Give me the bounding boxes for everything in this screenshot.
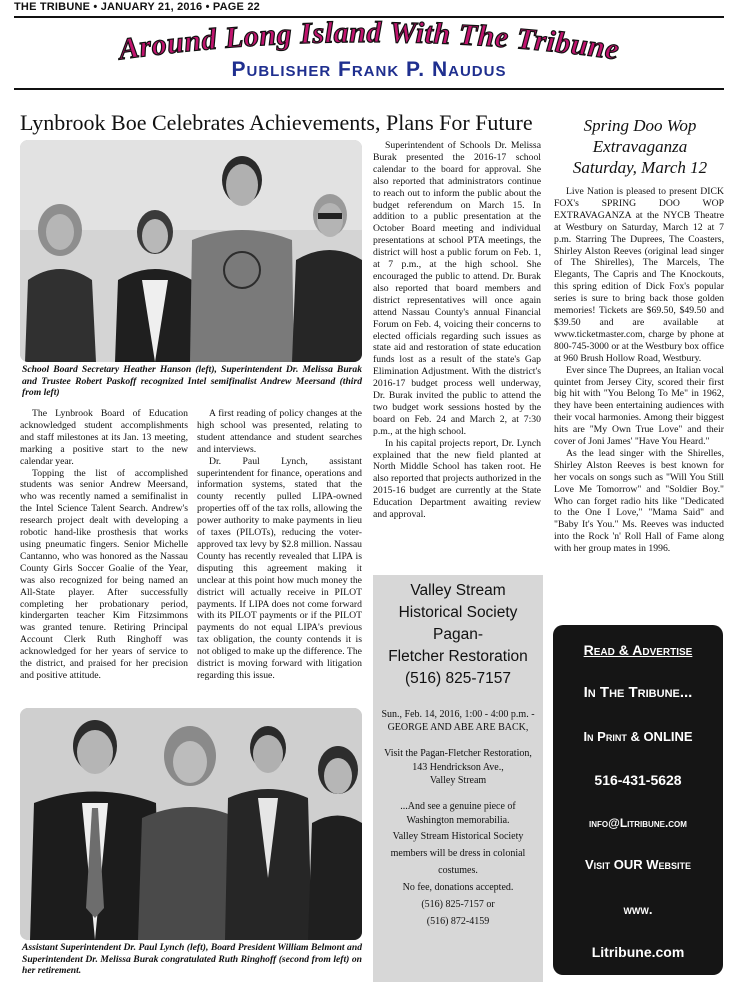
valley-stream-title-line: Valley Stream [410,582,506,599]
photo-intel-semifinalist [20,140,362,362]
page-header-line: THE TRIBUNE • JANUARY 21, 2016 • PAGE 22 [14,1,260,13]
valley-stream-title [373,580,543,690]
ad-email: info@Litribune.com [589,816,687,830]
ad-site-link[interactable]: Litribune.com [591,944,685,960]
ad-print-online: In Print & ONLINE [583,729,693,744]
advertise-box [553,625,723,975]
masthead-title: Around Long Island With The Tribune [116,15,622,67]
doowop-paragraph: Live Nation is pleased to present DICK FOX's SPRING DOO WOP EXTRAVAGANZA at the NYCB Theatre at Westbury on Saturday, March 12 at 7 p.m. Starring The Duprees, The Coasters, Shirley Alston Reeves (original lead singer of The Shirelles), The Marcels, The Elegants, The Capris and The Knockouts, this spring edition of Dick Fox's popular series is sure to bring back those golden memories! Tickets are $69.50, $49.50 and $39.50 and are available at www.ticketmaster.com, charge by phone at 800-745-3000 or at the Westbury box office at 960 Brush Hollow Road, Westbury. [554,186,724,364]
doowop-title-line: Saturday, March 12 [572,158,708,177]
valley-stream-line: (516) 825-7157 or [421,899,495,911]
valley-stream-line: Visit the Pagan-Fletcher Restoration, [384,748,532,760]
valley-stream-line: No fee, donations accepted. [402,882,514,894]
valley-stream-line: ...And see a genuine piece of Washington memorabilia. [400,801,516,827]
photo-retirement [20,708,362,940]
doowop-paragraph: Ever since The Duprees, an Italian vocal quintet from Jersey City, scored their first big hit with "You Belong To Me" in 1962, they have been entertaining audiences with their vocal harmonies. Among their biggest hits are "My Own True Love" and their cover of Joni James' "Have You Heard." [554,364,724,448]
article-paragraph: Dr. Paul Lynch, assistant superintendent for finance, operations and information systems, stated that the county recently pulled LIPA-owned properties off of the tax rolls, allowing the power authority to make payments in lieu of taxes (PILOTs), reducing the voter-approved tax levy by $2.8 million. Nassau County has recently revealed that LIPA is disputing this agreement making it unclear at this point how much money the district will actually receive in PILOT payments. If LIPA does not come forward with its PILOT payments or if the PILOT payments do not equal LIPA's previous tax obligation, the county contends it is not obliged to make up the difference. The district is moving forward with litigation regarding this issue. [197,455,362,681]
valley-stream-line: Valley Stream [429,774,487,786]
doowop-article [554,186,724,555]
ad-www: www. [623,902,653,917]
valley-stream-title-line: (516) 825-7157 [405,670,511,687]
valley-stream-line: 143 Hendrickson Ave., [412,761,504,773]
valley-stream-line: Sun., Feb. 14, 2016, 1:00 - 4:00 p.m. - GEORGE AND ABE ARE BACK, [381,709,535,734]
article-paragraph: In his capital projects report, Dr. Lynch explained that the new field planted at North Middle School has taken root. He also reported that projects authorized in the 2015-16 budget are currently at the State Education Department awaiting review and approval. [373,437,541,521]
ad-phone: 516-431-5628 [594,772,682,788]
valley-stream-line: (516) 872-4159 [426,916,490,928]
article-paragraph: Superintendent of Schools Dr. Melissa Burak presented the 2016-17 school calendar to the board for approval. She also reported that administrators continue to reach out to inform the public about the budget referendum on March 15. In addition to a public presentation at the October Board meeting and individual presentations at school PTA meetings, the district will host a public forum on Feb. 1, at 7 p.m., at the high school. She encouraged the public to attend. Dr. Burak also reported that board members and district representatives will once again attend Nassau County's annual Financial Forum on Feb. 4, voicing their concerns to elected officials regarding such issues as state aid and restoration of state education funds lost as a result of the state's Gap Elimination Adjustment. With the district's 2016-17 budget process well underway, Dr. Burak invited the public to attend the two budget work sessions hosted by the board on Feb. 24 and March 2, at 7:30 p.m., at the high school. [373,140,541,437]
article-paragraph: Topping the list of accomplished students was senior Andrew Meersand, who was recently named a semifinalist in the Intel Science Talent Search. Andrew's research project dealt with developing a robotic hand-like prosthesis that works using pneumatic fingers. Senior Michelle Cantanno, who was honored as the Nassau County Girls Soccer Goalie of the Year, was also recognized for being named an All-State player. After successfully completing her probationary period, kindergarten teacher Kim Fitzsimmons was granted tenure. Retiring Principal Account Clerk Ruth Ringhoff was acknowledged for her years of service to the district, and praised for her precision and positive attitude. [20,467,188,681]
ad-visit-website: Visit OUR Website [584,857,692,872]
article-column-3 [373,140,541,521]
article-headline: Lynbrook Boe Celebrates Achievements, Plans For Future [20,110,533,135]
doowop-title [555,115,725,178]
valley-stream-title-line: Historical Society [398,604,518,621]
valley-stream-details [378,708,538,930]
publisher-rule [14,88,724,90]
doowop-title-line: Extravaganza [592,137,688,156]
photo-1-illustration [20,140,362,362]
publisher-line: Publisher Frank P. Naudus [231,58,507,81]
photo-caption-2: Assistant Superintendent Dr. Paul Lynch (left), Board President William Belmont and Superintendent Dr. Melissa Burak congratulated Ruth Ringhoff (second from left) on her retirement. [22,942,362,976]
doowop-title-line: Spring Doo Wop [583,116,697,135]
article-paragraph: The Lynbrook Board of Education acknowledged student accomplishments and staff milestones at its Jan. 13 meeting, marking a positive start to the new calendar year. [20,408,188,467]
photo-2-illustration [20,708,362,940]
article-column-1 [20,408,188,682]
valley-stream-title-line: Fletcher Restoration [388,648,528,665]
article-column-2 [197,408,362,682]
ad-in-tribune: In The Tribune... [583,684,693,701]
ad-read-advertise: Read & Advertise [583,642,693,658]
doowop-paragraph: As the lead singer with the Shirelles, Shirley Alston Reeves is best known for her vocals on songs such as "Will You Still Love Me Tomorrow" and "Soldier Boy." Who can forget radio hits like "Dedicated to the One I Love," "Mama Said" and "Baby It's You." Ms. Reeves was inducted into the Rock 'n' Roll Hall of Fame along with her group mates in 1996. [554,447,724,555]
valley-stream-line: Valley Stream Historical Society members will be dress in colonial costumes. [390,831,526,877]
photo-caption-1: School Board Secretary Heather Hanson (left), Superintendent Dr. Melissa Burak and Trustee Robert Paskoff recognized Intel semifinalist Andrew Meersand (third from left) [22,364,362,398]
valley-stream-title-line: Pagan- [433,626,483,643]
article-paragraph: A first reading of policy changes at the high school was presented, relating to student attendance and student searches and interviews. [197,408,362,455]
